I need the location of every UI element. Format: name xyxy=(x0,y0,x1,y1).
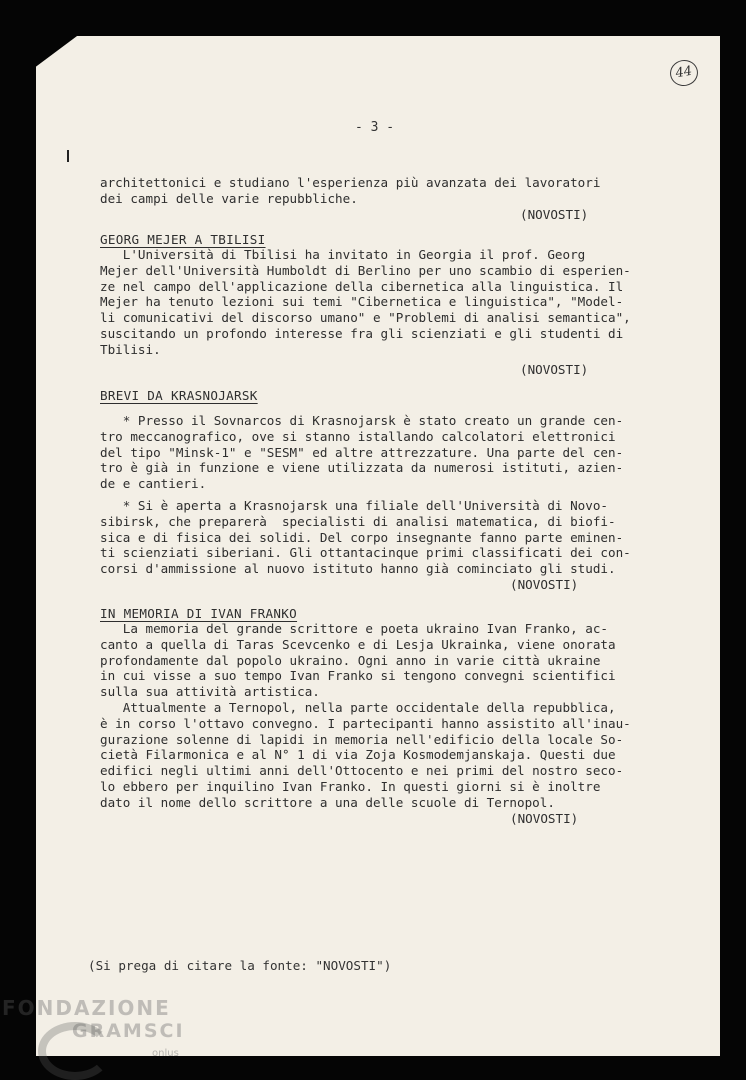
margin-mark xyxy=(67,150,69,162)
source-credit: (NOVOSTI) xyxy=(520,361,589,377)
franko-section xyxy=(100,606,660,827)
text-line: architettonici e studiano l'esperienza più avanzata dei lavoratori xyxy=(100,175,601,190)
text-line: gurazione solenne di lapidi in memoria nell'edificio della locale So- xyxy=(100,731,624,747)
text-line: profondamente dal popolo ukraino. Ogni anno in varie città ukraine xyxy=(100,652,601,668)
text-line: Mejer dell'Università Humboldt di Berlino per uno scambio di esperien- xyxy=(100,262,631,278)
text-line: La memoria del grande scrittore e poeta ukraino Ivan Franko, ac- xyxy=(100,621,608,636)
text-line: sulla sua attività artistica. xyxy=(100,684,320,700)
text-line: in cui visse a suo tempo Ivan Franko si tengono convegni scientifici xyxy=(100,668,616,684)
section-heading: BREVI DA KRASNOJARSK xyxy=(100,388,258,403)
watermark-line1: FONDAZIONE xyxy=(2,996,171,1020)
section-heading: GEORG MEJER A TBILISI xyxy=(100,232,266,247)
georg-section xyxy=(100,232,660,378)
text-line: * Si è aperta a Krasnojarsk una filiale dell'Università di Novo- xyxy=(100,497,608,513)
text-line: ti scienziati siberiani. Gli ottantacinque primi classificati dei con- xyxy=(100,545,631,561)
text-line: cietà Filarmonica e al N° 1 di via Zoja Kosmodemjanskaja. Questi due xyxy=(100,747,616,763)
text-line: sica e di fisica dei solidi. Del corpo insegnante fanno parte eminen- xyxy=(100,529,624,545)
citation-footer: (Si prega di citare la fonte: "NOVOSTI") xyxy=(88,958,392,973)
text-line: Mejer ha tenuto lezioni sui temi "Cibernetica e linguistica", "Model- xyxy=(100,294,624,310)
source-credit: (NOVOSTI) xyxy=(510,810,579,826)
source-credit: (NOVOSTI) xyxy=(510,576,579,592)
text-line: suscitando un profondo interesse fra gli scienziati e gli studenti di xyxy=(100,325,624,341)
text-line: tro è già in funzione e viene utilizzata da numerosi istituti, azien- xyxy=(100,460,624,476)
text-line: dei campi delle varie repubbliche. xyxy=(100,190,358,206)
text-line: Tbilisi. xyxy=(100,341,161,357)
watermark-line2: GRAMSCI xyxy=(72,1020,185,1042)
intro-section xyxy=(100,175,660,223)
text-line: tro meccanografico, ove si stanno istallando calcolatori elettronici xyxy=(100,428,616,444)
text-line: ze nel campo dell'applicazione della cibernetica alla linguistica. Il xyxy=(100,278,624,294)
text-line: * Presso il Sovnarcos di Krasnojarsk è stato creato un grande cen- xyxy=(100,413,624,428)
watermark-line3: onlus xyxy=(152,1048,179,1059)
text-line: li comunicativi del discorso umano" e "Problemi di analisi semantica", xyxy=(100,310,631,326)
watermark-logo xyxy=(2,996,202,1076)
page-number: - 3 - xyxy=(355,120,395,135)
text-line: edifici negli ultimi anni dell'Ottocento e nei primi del nostro seco- xyxy=(100,763,624,779)
text-line: del tipo "Minsk-1" e "SESM" ed altre attrezzature. Una parte del cen- xyxy=(100,444,624,460)
text-line: de e cantieri. xyxy=(100,476,207,492)
text-line: canto a quella di Taras Scevcenko e di Lesja Ukrainka, viene onorata xyxy=(100,636,616,652)
section-heading: IN MEMORIA DI IVAN FRANKO xyxy=(100,606,298,621)
text-line: Attualmente a Ternopol, nella parte occidentale della repubblica, xyxy=(100,699,616,715)
text-line: corsi d'ammissione al nuovo istituto hanno già cominciato gli studi. xyxy=(100,561,616,577)
text-line: lo ebbero per inquilino Ivan Franko. In questi giorni si è inoltre xyxy=(100,778,601,794)
text-line: sibirsk, che preparerà specialisti di analisi matematica, di biofi- xyxy=(100,513,616,529)
text-line: L'Università di Tbilisi ha invitato in Georgia il prof. Georg xyxy=(100,247,586,262)
brevi-section xyxy=(100,388,660,593)
text-line: dato il nome dello scrittore a una delle scuole di Ternopol. xyxy=(100,794,555,810)
handwritten-page-number: 44 xyxy=(668,58,700,88)
text-line: è in corso l'ottavo convegno. I partecipanti hanno assistito all'inau- xyxy=(100,715,631,731)
source-credit: (NOVOSTI) xyxy=(520,206,589,222)
